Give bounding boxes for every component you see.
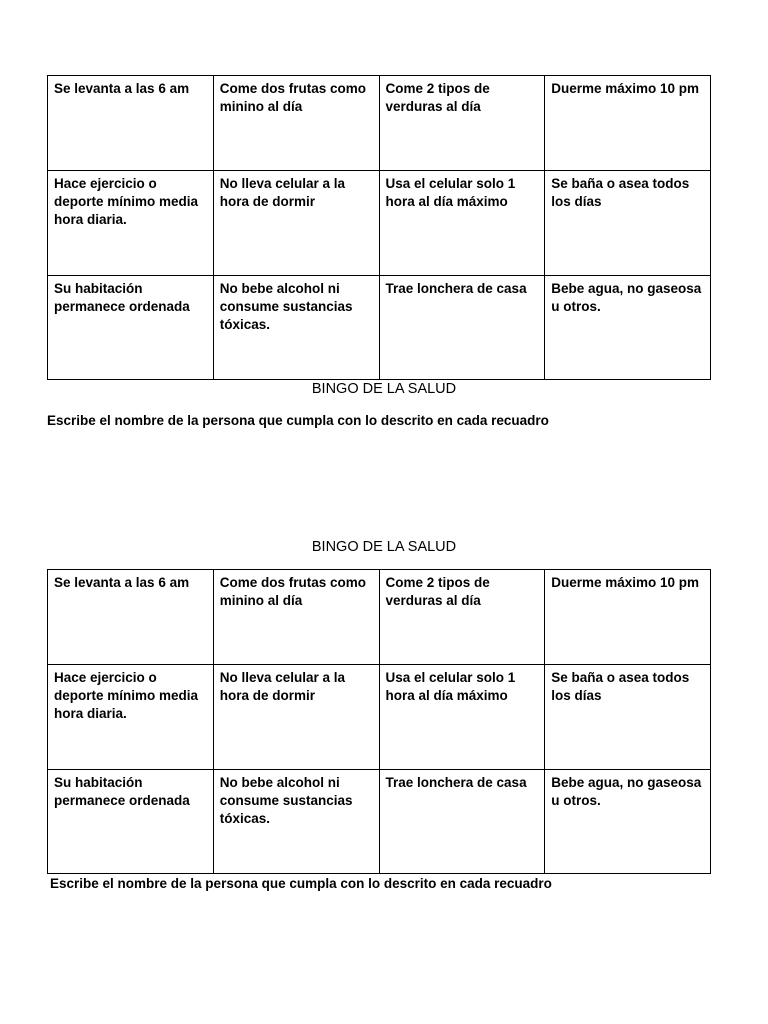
bingo-cell[interactable]: Se levanta a las 6 am: [48, 76, 214, 171]
bingo-row: [48, 276, 711, 380]
bingo-cell[interactable]: Su habitación permanece ordenada: [48, 770, 214, 874]
bingo-row: [48, 665, 711, 770]
bingo-cell[interactable]: Se levanta a las 6 am: [48, 570, 214, 665]
bingo-cell[interactable]: Trae lonchera de casa: [379, 276, 545, 380]
bingo-cell[interactable]: Usa el celular solo 1 hora al día máximo: [379, 171, 545, 276]
instructions-text: Escribe el nombre de la persona que cumpla con lo descrito en cada recuadro: [50, 876, 552, 891]
bingo-cell[interactable]: Come 2 tipos de verduras al día: [379, 76, 545, 171]
bingo-cell[interactable]: Come dos frutas como minino al día: [213, 570, 379, 665]
bingo-cell[interactable]: Bebe agua, no gaseosa u otros.: [545, 276, 711, 380]
bingo-title: BINGO DE LA SALUD: [311, 381, 457, 397]
bingo-cell[interactable]: Trae lonchera de casa: [379, 770, 545, 874]
bingo-cell[interactable]: Come dos frutas como minino al día: [213, 76, 379, 171]
bingo-cell[interactable]: No bebe alcohol ni consume sustancias tóxicas.: [213, 770, 379, 874]
bingo-grid-2: [47, 569, 711, 874]
bingo-cell[interactable]: Come 2 tipos de verduras al día: [379, 570, 545, 665]
bingo-row: [48, 76, 711, 171]
bingo-row: [48, 570, 711, 665]
instructions-text: Escribe el nombre de la persona que cumpla con lo descrito en cada recuadro: [47, 413, 549, 428]
bingo-row: [48, 171, 711, 276]
bingo-cell[interactable]: Duerme máximo 10 pm: [545, 76, 711, 171]
bingo-cell[interactable]: Se baña o asea todos los días: [545, 665, 711, 770]
bingo-row: [48, 770, 711, 874]
bingo-cell[interactable]: No bebe alcohol ni consume sustancias tóxicas.: [213, 276, 379, 380]
bingo-cell[interactable]: Duerme máximo 10 pm: [545, 570, 711, 665]
bingo-cell[interactable]: No lleva celular a la hora de dormir: [213, 665, 379, 770]
bingo-grid-1: [47, 75, 711, 380]
bingo-cell[interactable]: Hace ejercicio o deporte mínimo media hora diaria.: [48, 171, 214, 276]
bingo-title: BINGO DE LA SALUD: [311, 539, 457, 555]
bingo-cell[interactable]: Se baña o asea todos los días: [545, 171, 711, 276]
bingo-cell[interactable]: Bebe agua, no gaseosa u otros.: [545, 770, 711, 874]
bingo-cell[interactable]: No lleva celular a la hora de dormir: [213, 171, 379, 276]
bingo-cell[interactable]: Hace ejercicio o deporte mínimo media hora diaria.: [48, 665, 214, 770]
bingo-cell[interactable]: Usa el celular solo 1 hora al día máximo: [379, 665, 545, 770]
bingo-cell[interactable]: Su habitación permanece ordenada: [48, 276, 214, 380]
